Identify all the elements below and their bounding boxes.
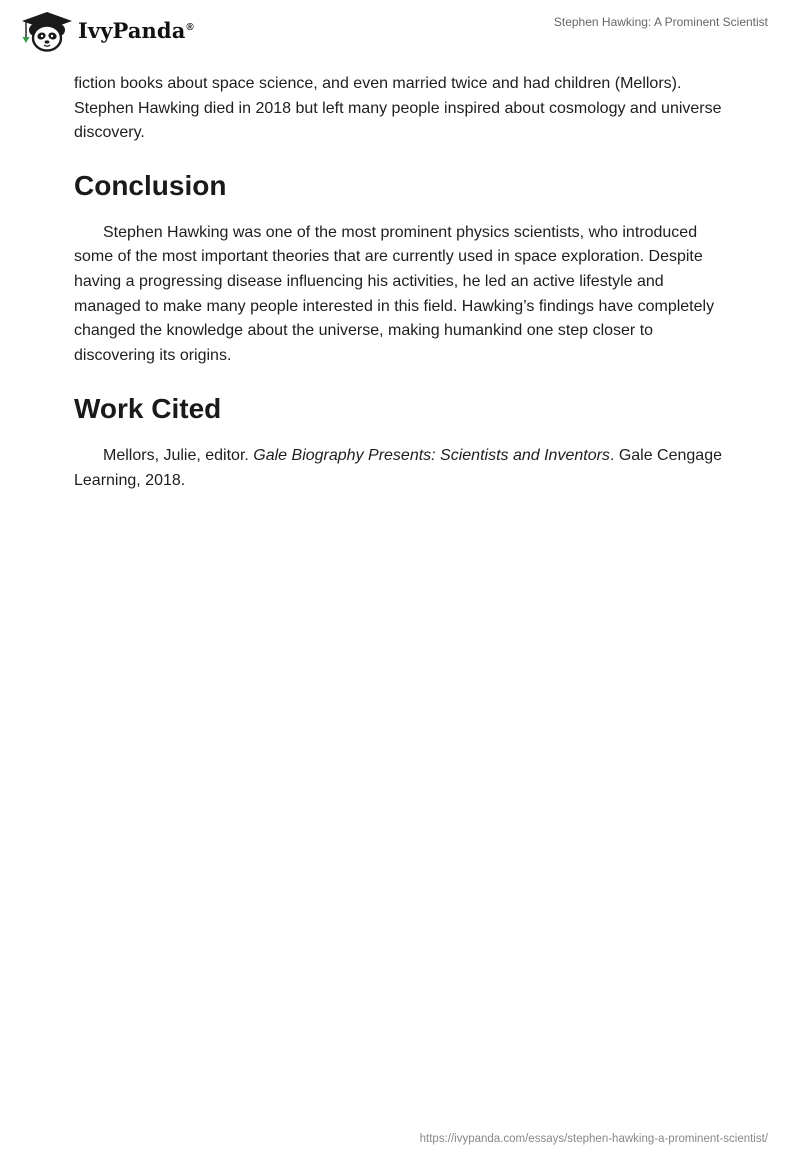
citation-publisher: . Gale Cengage Learning, 2018. bbox=[74, 447, 722, 489]
source-url[interactable]: https://ivypanda.com/essays/stephen-hawking-a-prominent-scientist/ bbox=[419, 1133, 768, 1145]
running-title: Stephen Hawking: A Prominent Scientist bbox=[553, 15, 768, 29]
citation-title: Gale Biography Presents: Scientists and Inventors bbox=[253, 447, 610, 465]
logo-text: IvyPanda® bbox=[78, 17, 194, 43]
conclusion-paragraph: Stephen Hawking was one of the most prominent physics scientists, who introduced some of the most important theories that are currently used in space exploration. Despite having a progressing disease influencing his activities, he led an active lifestyle and managed to make many people interested in this field. Hawking’s findings have completely changed the knowledge about the universe, making humankind one step closer to discovering its origins. bbox=[74, 223, 715, 364]
panda-graduate-icon bbox=[14, 8, 76, 52]
registered-mark: ® bbox=[186, 21, 194, 33]
citation-entry bbox=[74, 444, 734, 493]
essay-content bbox=[74, 72, 734, 494]
conclusion-heading: Conclusion bbox=[74, 169, 227, 201]
citation-author: Mellors, Julie, editor. bbox=[103, 447, 254, 465]
page-header bbox=[0, 0, 800, 70]
work-cited-heading: Work Cited bbox=[74, 393, 222, 425]
ivypanda-logo[interactable] bbox=[14, 8, 194, 52]
intro-paragraph: fiction books about space science, and even married twice and had children (Mellors). Stephen Hawking died in 2018 but left many people inspired about cosmology and universe discovery. bbox=[74, 75, 722, 142]
